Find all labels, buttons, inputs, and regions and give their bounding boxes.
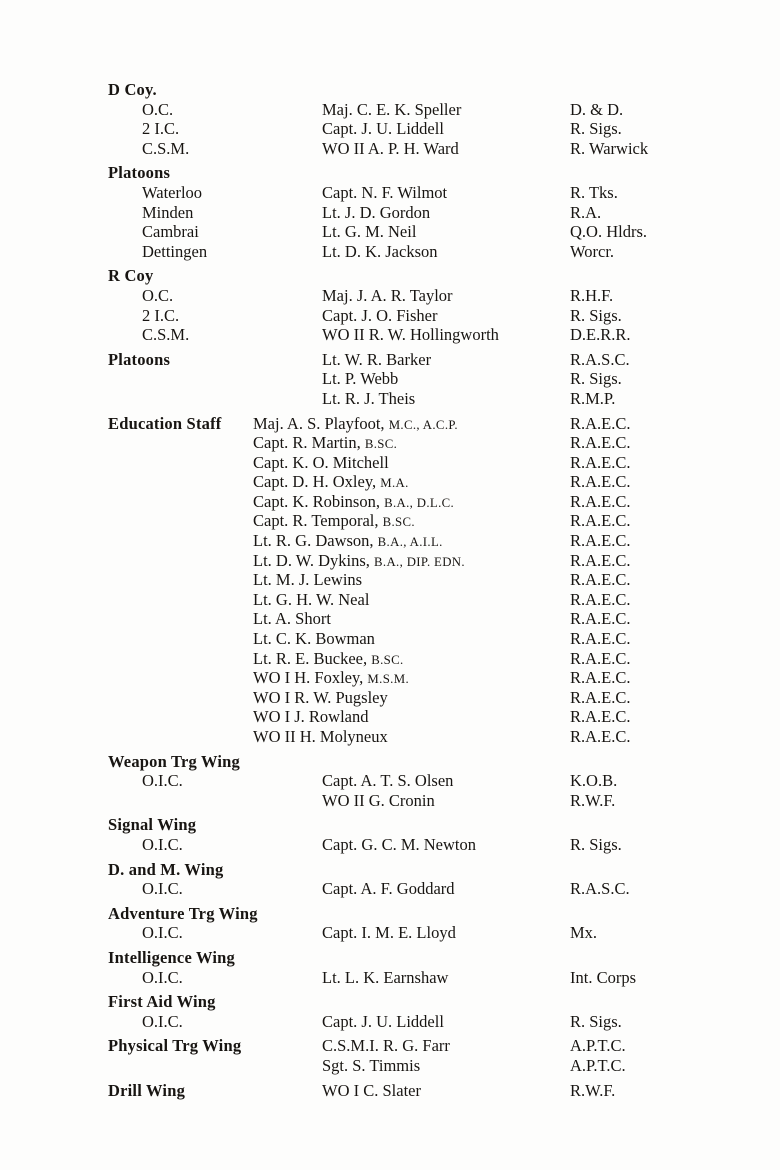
regiment-abbreviation: R.A.E.C. xyxy=(570,648,631,668)
person-name: Lt. M. J. Lewins xyxy=(253,570,363,590)
section-heading: D. and M. Wing xyxy=(108,859,224,879)
roster-row xyxy=(108,668,728,688)
regiment-abbreviation: R.A.E.C. xyxy=(570,550,631,570)
section-heading: Intelligence Wing xyxy=(108,947,236,967)
section-heading-row xyxy=(108,904,728,924)
person-name: WO I R. W. Pugsley xyxy=(253,687,388,707)
person-name: Lt. J. D. Gordon xyxy=(322,202,431,222)
appointment-label: C.S.M. xyxy=(142,138,190,158)
person-name: Lt. P. Webb xyxy=(322,369,399,389)
appointment-label: 2 I.C. xyxy=(142,119,180,139)
section-heading: R Coy xyxy=(108,266,154,286)
roster-section xyxy=(108,815,728,854)
person-name: Capt. K. Robinson, B.A., D.L.C. xyxy=(253,491,455,511)
roster-section xyxy=(108,948,728,987)
roster-section xyxy=(108,904,728,943)
roster-row xyxy=(108,369,728,389)
roster-row xyxy=(108,222,728,242)
person-name: Lt. R. E. Buckee, B.SC. xyxy=(253,648,404,668)
person-name: Lt. C. K. Bowman xyxy=(253,629,375,649)
section-heading-row xyxy=(108,815,728,835)
person-name: Capt. D. H. Oxley, M.A. xyxy=(253,472,409,492)
regiment-abbreviation: R.W.F. xyxy=(570,790,616,810)
person-name: Lt. R. J. Theis xyxy=(322,388,416,408)
roster-row xyxy=(108,203,728,223)
roster-row xyxy=(108,350,728,370)
person-name: Lt. G. M. Neil xyxy=(322,222,417,242)
roster-row xyxy=(108,242,728,262)
regiment-abbreviation: Mx. xyxy=(570,923,598,943)
section-heading: Physical Trg Wing xyxy=(108,1036,242,1056)
person-name: Lt. D. K. Jackson xyxy=(322,241,438,261)
section-heading: D Coy. xyxy=(108,80,157,99)
roster-section xyxy=(108,414,728,747)
roster-row xyxy=(108,453,728,473)
person-name: Lt. G. H. W. Neal xyxy=(253,589,370,609)
regiment-abbreviation: D.E.R.R. xyxy=(570,325,631,345)
roster-row xyxy=(108,1036,728,1056)
regiment-abbreviation: R. Tks. xyxy=(570,182,618,202)
person-name: WO I H. Foxley, M.S.M. xyxy=(253,668,409,688)
appointment-label: Dettingen xyxy=(142,241,208,261)
regiment-abbreviation: R.W.F. xyxy=(570,1080,616,1100)
section-heading: Adventure Trg Wing xyxy=(108,903,258,923)
regiment-abbreviation: R. Sigs. xyxy=(570,1011,622,1031)
appointment-label: Cambrai xyxy=(142,222,199,242)
roster-row xyxy=(108,531,728,551)
section-heading: Education Staff xyxy=(108,413,222,433)
roster-row xyxy=(108,609,728,629)
regiment-abbreviation: R.A.E.C. xyxy=(570,531,631,551)
roster-row xyxy=(108,649,728,669)
roster-row xyxy=(108,389,728,409)
person-name: WO II R. W. Hollingworth xyxy=(322,325,499,345)
person-name: Maj. J. A. R. Taylor xyxy=(322,285,453,305)
regiment-abbreviation: K.O.B. xyxy=(570,771,618,791)
post-nominals: B.SC. xyxy=(371,652,404,667)
person-name: Capt. G. C. M. Newton xyxy=(322,834,476,854)
regiment-abbreviation: R.A.E.C. xyxy=(570,472,631,492)
regiment-abbreviation: R. Sigs. xyxy=(570,119,622,139)
regiment-abbreviation: A.P.T.C. xyxy=(570,1036,626,1056)
roster-row xyxy=(108,923,728,943)
regiment-abbreviation: Int. Corps xyxy=(570,967,636,987)
roster-row xyxy=(108,551,728,571)
roster-row xyxy=(108,727,728,747)
person-name: Lt. L. K. Earnshaw xyxy=(322,967,449,987)
person-name: Lt. A. Short xyxy=(253,609,331,629)
post-nominals: B.SC. xyxy=(382,515,415,530)
appointment-label: Minden xyxy=(142,202,194,222)
person-name: WO II A. P. H. Ward xyxy=(322,138,459,158)
section-heading-row xyxy=(108,80,728,100)
roster-section xyxy=(108,860,728,899)
person-name: Lt. W. R. Barker xyxy=(322,349,432,369)
post-nominals: B.A., A.I.L. xyxy=(377,535,443,550)
person-name: Lt. R. G. Dawson, B.A., A.I.L. xyxy=(253,531,443,551)
regiment-abbreviation: D. & D. xyxy=(570,99,624,119)
regiment-abbreviation: Q.O. Hldrs. xyxy=(570,222,647,242)
roster-row xyxy=(108,1056,728,1076)
section-heading-row xyxy=(108,752,728,772)
regiment-abbreviation: R.A.E.C. xyxy=(570,707,631,727)
roster-row xyxy=(108,968,728,988)
section-heading: First Aid Wing xyxy=(108,992,216,1012)
roster-row xyxy=(108,570,728,590)
section-heading: Signal Wing xyxy=(108,815,197,835)
regiment-abbreviation: R. Sigs. xyxy=(570,305,622,325)
roster-section xyxy=(108,1081,728,1101)
roster-row xyxy=(108,1012,728,1032)
appointment-label: O.I.C. xyxy=(142,834,183,854)
roster-section xyxy=(108,1036,728,1075)
roster-row xyxy=(108,688,728,708)
regiment-abbreviation: R.A.E.C. xyxy=(570,687,631,707)
person-name: Capt. R. Martin, B.SC. xyxy=(253,433,398,453)
roster-row xyxy=(108,879,728,899)
post-nominals: B.A., D.L.C. xyxy=(384,495,455,510)
regiment-abbreviation: R.A.E.C. xyxy=(570,570,631,590)
roster-row xyxy=(108,139,728,159)
regiment-abbreviation: R.A.E.C. xyxy=(570,629,631,649)
roster-row xyxy=(108,791,728,811)
regiment-abbreviation: R.A.E.C. xyxy=(570,491,631,511)
post-nominals: M.C., A.C.P. xyxy=(388,417,458,432)
post-nominals: B.SC. xyxy=(364,437,398,452)
section-heading: Drill Wing xyxy=(108,1080,186,1100)
person-name: Capt. J. U. Liddell xyxy=(322,119,444,139)
roster-row xyxy=(108,306,728,326)
section-heading-row xyxy=(108,860,728,880)
person-name: Capt. J. U. Liddell xyxy=(322,1011,444,1031)
regiment-abbreviation: R.A. xyxy=(570,202,602,222)
roster-section xyxy=(108,992,728,1031)
section-heading-row xyxy=(108,992,728,1012)
roster-row xyxy=(108,325,728,345)
regiment-abbreviation: R.A.E.C. xyxy=(570,668,631,688)
roster-row xyxy=(108,771,728,791)
appointment-label: O.C. xyxy=(142,285,174,305)
roster-row xyxy=(108,629,728,649)
regiment-abbreviation: R.A.E.C. xyxy=(570,511,631,531)
appointment-label: O.I.C. xyxy=(142,967,183,987)
roster-row xyxy=(108,414,728,434)
roster-section xyxy=(108,163,728,261)
person-name: Capt. R. Temporal, B.SC. xyxy=(253,511,415,531)
roster-row xyxy=(108,183,728,203)
person-name: Capt. I. M. E. Lloyd xyxy=(322,923,456,943)
person-name: Capt. J. O. Fisher xyxy=(322,305,438,325)
appointment-label: O.I.C. xyxy=(142,879,183,899)
regiment-abbreviation: Worcr. xyxy=(570,241,615,261)
staff-roster xyxy=(108,80,728,1100)
roster-section xyxy=(108,752,728,811)
regiment-abbreviation: R.A.E.C. xyxy=(570,413,631,433)
post-nominals: B.A., DIP. EDN. xyxy=(374,554,465,569)
roster-row xyxy=(108,590,728,610)
regiment-abbreviation: R.A.E.C. xyxy=(570,609,631,629)
appointment-label: O.I.C. xyxy=(142,1011,183,1031)
section-heading: Platoons xyxy=(108,163,171,183)
person-name: Capt. K. O. Mitchell xyxy=(253,452,389,472)
regiment-abbreviation: R.H.F. xyxy=(570,285,614,305)
person-name: WO I J. Rowland xyxy=(253,707,369,727)
roster-section xyxy=(108,80,728,158)
section-heading: Weapon Trg Wing xyxy=(108,751,240,771)
person-name: Maj. A. S. Playfoot, M.C., A.C.P. xyxy=(253,413,458,433)
person-name: Capt. A. T. S. Olsen xyxy=(322,771,454,791)
person-name: Sgt. S. Timmis xyxy=(322,1055,421,1075)
roster-row xyxy=(108,492,728,512)
appointment-label: Waterloo xyxy=(142,182,203,202)
person-name: Capt. N. F. Wilmot xyxy=(322,182,448,202)
roster-row xyxy=(108,119,728,139)
regiment-abbreviation: R.A.E.C. xyxy=(570,727,631,746)
appointment-label: 2 I.C. xyxy=(142,305,180,325)
person-name: Lt. D. W. Dykins, B.A., DIP. EDN. xyxy=(253,550,465,570)
regiment-abbreviation: A.P.T.C. xyxy=(570,1055,626,1075)
section-heading-row xyxy=(108,948,728,968)
regiment-abbreviation: R.A.E.C. xyxy=(570,589,631,609)
roster-row xyxy=(108,100,728,120)
section-heading: Platoons xyxy=(108,349,171,369)
regiment-abbreviation: R.A.S.C. xyxy=(570,349,630,369)
roster-row xyxy=(108,707,728,727)
roster-section xyxy=(108,266,728,344)
person-name: WO II H. Molyneux xyxy=(253,727,388,746)
section-heading-row xyxy=(108,163,728,183)
roster-row xyxy=(108,1081,728,1101)
regiment-abbreviation: R.A.S.C. xyxy=(570,879,630,899)
regiment-abbreviation: R. Sigs. xyxy=(570,834,622,854)
person-name: Capt. A. F. Goddard xyxy=(322,879,455,899)
appointment-label: O.C. xyxy=(142,99,174,119)
regiment-abbreviation: R.A.E.C. xyxy=(570,433,631,453)
roster-row xyxy=(108,472,728,492)
section-heading-row xyxy=(108,266,728,286)
person-name: WO II G. Cronin xyxy=(322,790,435,810)
roster-row xyxy=(108,433,728,453)
roster-row xyxy=(108,511,728,531)
regiment-abbreviation: R.M.P. xyxy=(570,388,616,408)
person-name: Maj. C. E. K. Speller xyxy=(322,99,462,119)
post-nominals: M.S.M. xyxy=(367,672,409,687)
roster-section xyxy=(108,350,728,409)
roster-row xyxy=(108,286,728,306)
person-name: WO I C. Slater xyxy=(322,1080,421,1100)
appointment-label: C.S.M. xyxy=(142,325,190,345)
roster-row xyxy=(108,835,728,855)
regiment-abbreviation: R.A.E.C. xyxy=(570,452,631,472)
post-nominals: M.A. xyxy=(380,476,409,491)
regiment-abbreviation: R. Warwick xyxy=(570,138,649,158)
appointment-label: O.I.C. xyxy=(142,923,183,943)
person-name: C.S.M.I. R. G. Farr xyxy=(322,1036,450,1056)
appointment-label: O.I.C. xyxy=(142,771,183,791)
regiment-abbreviation: R. Sigs. xyxy=(570,369,622,389)
